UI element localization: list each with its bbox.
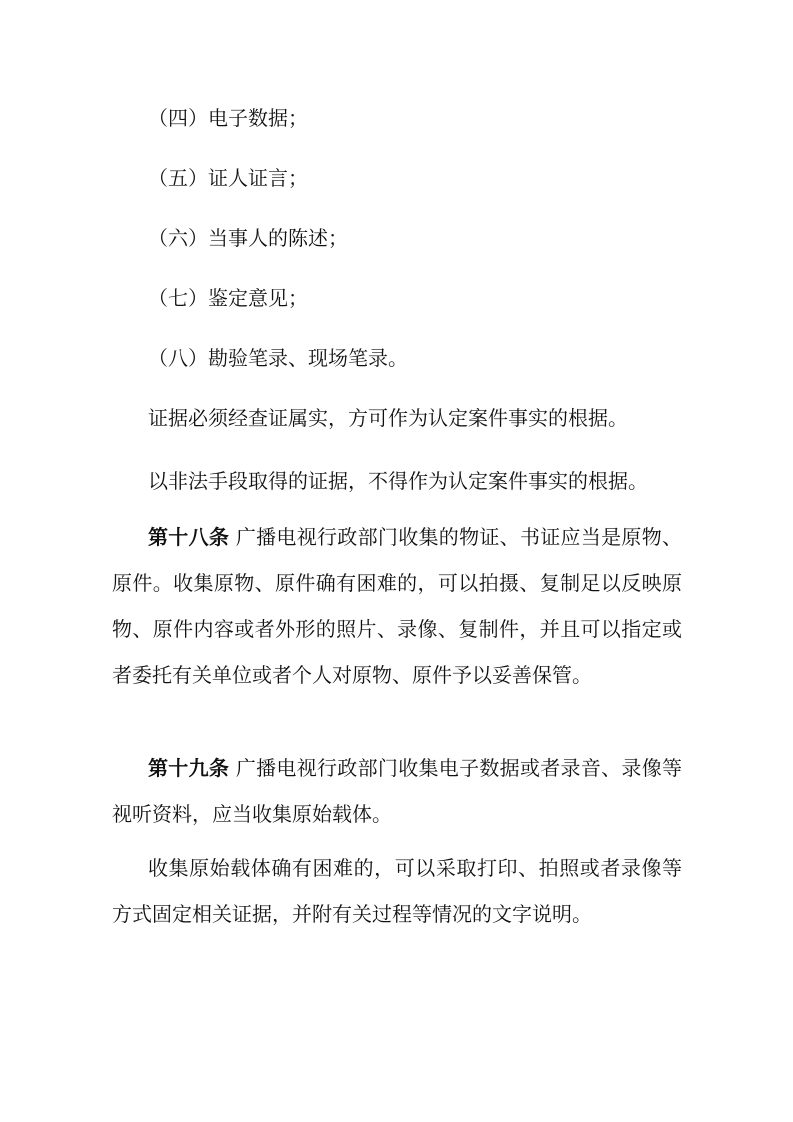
paragraph-illegal-evidence: 以非法手段取得的证据，不得作为认定案件事实的根据。 [148,469,648,493]
article-19-text: 广播电视行政部门收集电子数据或者录音、录像等视听资料，应当收集原始载体。 [112,756,683,826]
list-item-evidence-witness-testimony: （五）证人证言； [148,166,308,190]
article-18-heading: 第十八条 [148,525,230,549]
list-item-evidence-party-statement: （六）当事人的陈述； [148,226,348,250]
article-18-text: 广播电视行政部门收集的物证、书证应当是原物、原件。收集原物、原件确有困难的，可以拍摄、复制足以反映原物、原件内容或者外形的照片、录像、复制件，并且可以指定或者委托有关单位或者个人对原物、原件予以妥善保管。 [112,525,683,687]
article-19-paragraph [112,745,682,837]
article-19-heading: 第十九条 [148,756,230,780]
paragraph-verification-required: 证据必须经查证属实，方可作为认定案件事实的根据。 [148,406,628,430]
article-18-paragraph [112,514,682,698]
list-item-evidence-expert-opinion: （七）鉴定意见； [148,286,308,310]
list-item-evidence-inspection-records: （八）勘验笔录、现场笔录。 [148,346,408,370]
closing-paragraph: 收集原始载体确有困难的，可以采取打印、拍照或者录像等方式固定相关证据，并附有关过程等情况的文字说明。 [112,856,682,926]
list-item-evidence-electronic-data: （四）电子数据； [148,106,308,130]
